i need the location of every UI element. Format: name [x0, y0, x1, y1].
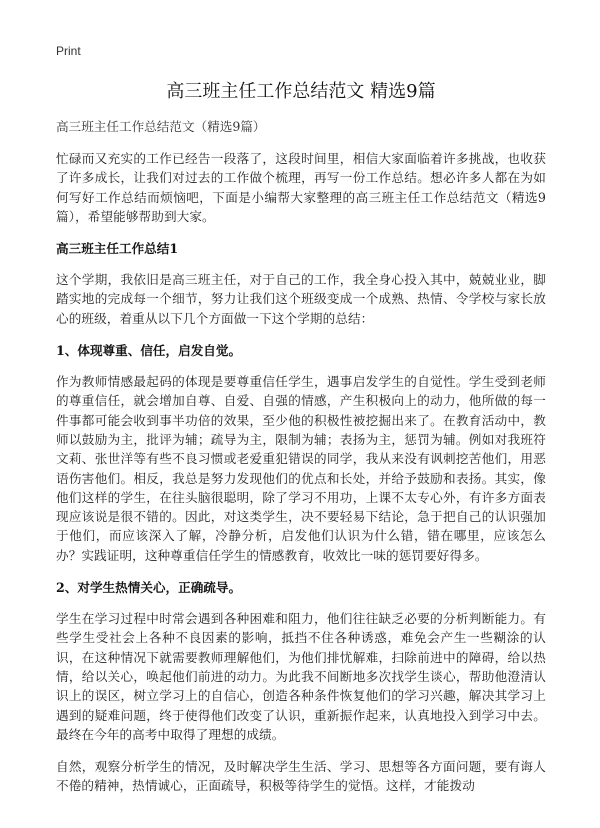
section-1-paragraph: 这个学期，我依旧是高三班主任，对于自己的工作，我全身心投入其中，兢兢业业，脚踏实地的完成每一个细节，努力让我们这个班级变成一个成熟、热情、令学校与家长放心的班级，着重从以下几个方面做一下这个学期的总结： [56, 272, 546, 326]
page-title: 高三班主任工作总结范文 精选9篇 [166, 81, 436, 102]
print-link[interactable]: Print [56, 44, 81, 58]
intro-paragraph: 忙碌而又充实的工作已经告一段落了，这段时间里，相信大家面临着许多挑战，也收获了许多成长，让我们对过去的工作做个梳理，再写一份工作总结。想必许多人都在为如何写好工作总结而烦恼吧，下面是小编帮大家整理的高三班主任工作总结范文（精选9篇），希望能够帮助到大家。 [56, 151, 546, 224]
point-2-paragraph: 学生在学习过程中时常会遇到各种困难和阻力，他们往往缺乏必要的分析判断能力。有些学生受社会上各种不良因素的影响，抵挡不住各种诱惑，难免会产生一些糊涂的认识，在这种情况下就需要教师理解他们，为他们排忧解难，扫除前进中的障碍，给以热情，给以关心，唤起他们前进的动力。为此我不间断地多次找学生谈心，帮助他澄清认识上的误区，树立学习上的自信心，创造各种条件恢复他们的学习兴趣，解决其学习上遇到的疑难问题，终于使得他们改变了认识，重新振作起来，认真地投入到学习中去。最终在今年的高考中取得了理想的成绩。 [56, 611, 546, 742]
document-subtitle: 高三班主任工作总结范文（精选9篇） [56, 119, 266, 134]
point-1-paragraph: 作为教师情感最起码的体现是要尊重信任学生，遇事启发学生的自觉性。学生受到老师的尊重信任，就会增加自尊、自爱、自强的情感，产生积极向上的动力，他所做的每一件事都可能会收到事半功倍的效果，至少他的积极性被挖掘出来了。在教育活动中，教师以鼓励为主，批评为辅；疏导为主，限制为辅；表扬为主，惩罚为辅。例如对我班符文莉、张世洋等有些不良习惯或老爱重犯错误的同学，我从来没有讽刺挖苦他们，用恶语伤害他们。相反，我总是努力发现他们的优点和长处，并给予鼓励和表扬。其实，像他们这样的学生，在往头脑很聪明，除了学习不用功，上课不太专心外，有许多方面表现应该说是很不错的。因此，对这类学生，决不要轻易下结论，急于把自己的认识强加于他们，而应该深入了解，冷静分析，启发他们认识为什么错，错在哪里，应该怎么办？实践证明，这种尊重信任学生的情感教育，收效比一味的惩罚要好得多。 [56, 374, 546, 563]
section-heading-1: 高三班主任工作总结1 [56, 241, 179, 257]
document-page [56, 72, 546, 809]
point-heading-1: 1、体现尊重、信任，启发自觉。 [56, 343, 242, 359]
closing-paragraph: 自然，观察分析学生的情况，及时解决学生生活、学习、思想等各方面问题，要有诲人不倦的精神，热情诚心，正面疏导，积极等待学生的觉悟。这样，才能拨动 [56, 759, 546, 794]
point-heading-2: 2、对学生热情关心，正确疏导。 [56, 580, 242, 596]
